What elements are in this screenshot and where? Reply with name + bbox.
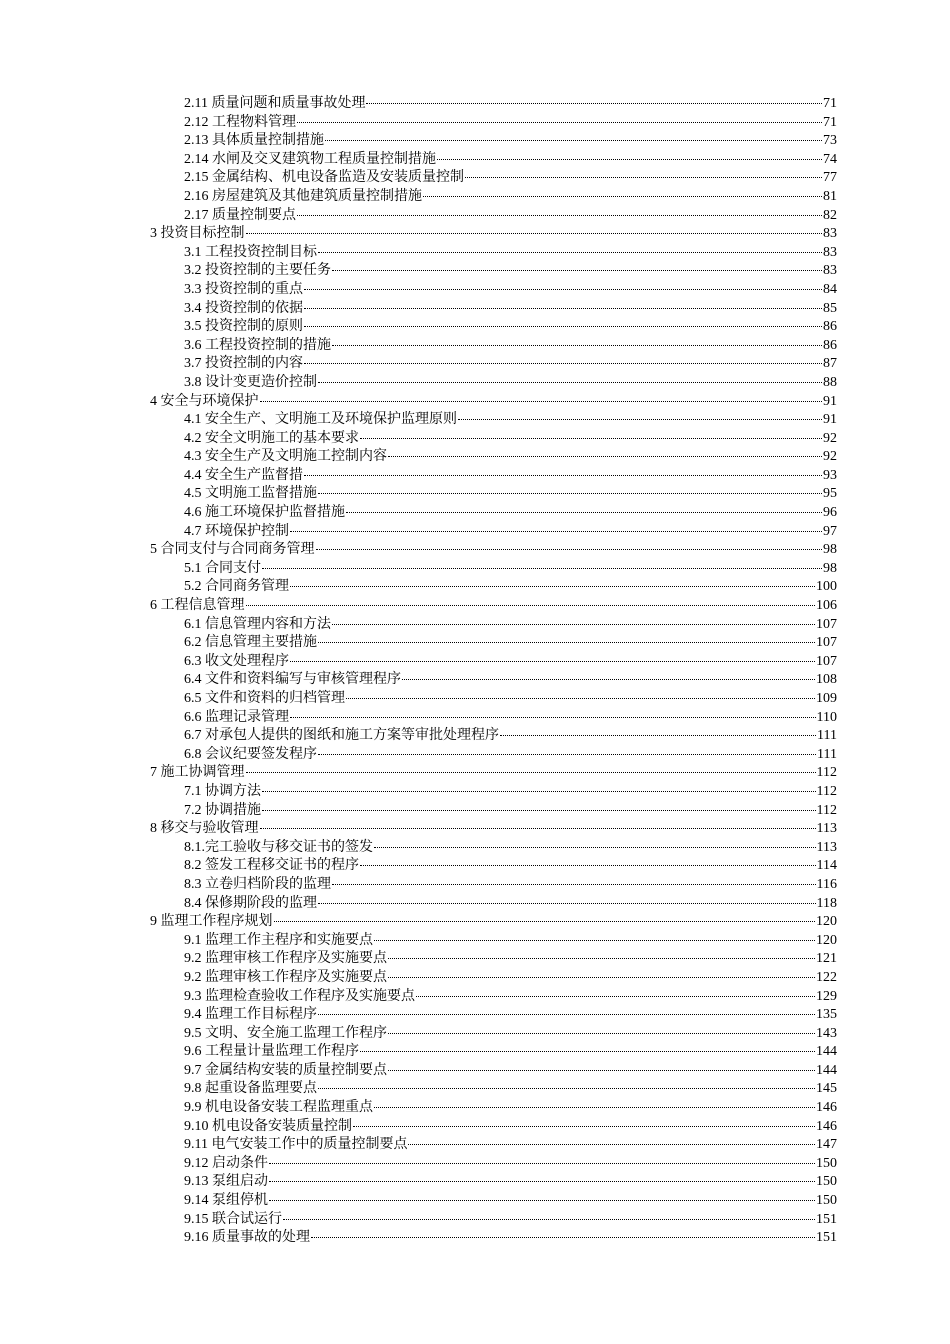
toc-entry-page-number: 98 xyxy=(823,560,837,576)
toc-entry-title: 6.6 监理记录管理 xyxy=(184,709,289,725)
toc-entry[interactable] xyxy=(150,1043,837,1062)
toc-entry[interactable] xyxy=(150,523,837,542)
dot-leader xyxy=(408,1144,815,1145)
toc-entry-title: 3.5 投资控制的原则 xyxy=(184,319,303,335)
dot-leader xyxy=(246,772,816,773)
toc-entry[interactable] xyxy=(150,671,837,690)
toc-entry-title: 4 安全与环境保护 xyxy=(150,393,259,409)
toc-entry-title: 9.1 监理工作主程序和实施要点 xyxy=(184,932,373,948)
toc-entry-title: 5.1 合同支付 xyxy=(184,560,261,576)
toc-entry-title: 4.2 安全文明施工的基本要求 xyxy=(184,430,359,446)
toc-entry-title: 4.5 文明施工监督措施 xyxy=(184,486,317,502)
toc-entry[interactable] xyxy=(150,1155,837,1174)
toc-entry-page-number: 129 xyxy=(816,988,837,1004)
dot-leader xyxy=(304,326,822,327)
toc-entry-page-number: 100 xyxy=(816,579,837,595)
toc-entry[interactable] xyxy=(150,709,837,728)
dot-leader xyxy=(262,810,816,811)
dot-leader xyxy=(388,977,815,978)
toc-entry-title: 8.2 签发工程移交证书的程序 xyxy=(184,858,359,874)
toc-entry-title: 3.7 投资控制的内容 xyxy=(184,356,303,372)
dot-leader xyxy=(318,754,816,755)
toc-entry[interactable] xyxy=(150,262,837,281)
toc-entry[interactable] xyxy=(150,169,837,188)
toc-entry-title: 4.6 施工环境保护监督措施 xyxy=(184,505,345,521)
toc-entry-page-number: 92 xyxy=(823,449,837,465)
toc-entry[interactable] xyxy=(150,727,837,746)
toc-entry-page-number: 150 xyxy=(816,1155,837,1171)
toc-entry[interactable] xyxy=(150,839,837,858)
dot-leader xyxy=(332,624,815,625)
dot-leader xyxy=(290,661,815,662)
toc-entry-page-number: 93 xyxy=(823,467,837,483)
toc-entry[interactable] xyxy=(150,746,837,765)
dot-leader xyxy=(290,586,815,587)
dot-leader xyxy=(297,122,822,123)
toc-entry[interactable] xyxy=(150,764,837,783)
toc-entry[interactable] xyxy=(150,281,837,300)
toc-entry-title: 6 工程信息管理 xyxy=(150,598,245,614)
toc-entry-title: 6.4 文件和资料编写与审核管理程序 xyxy=(184,672,401,688)
toc-entry-page-number: 121 xyxy=(816,951,837,967)
toc-entry[interactable] xyxy=(150,114,837,133)
toc-entry-title: 9.11 电气安装工作中的质量控制要点 xyxy=(184,1137,408,1153)
dot-leader xyxy=(388,1070,815,1071)
toc-entry-page-number: 122 xyxy=(816,969,837,985)
dot-leader xyxy=(437,159,822,160)
dot-leader xyxy=(346,698,815,699)
toc-entry-page-number: 151 xyxy=(816,1230,837,1246)
dot-leader xyxy=(332,270,822,271)
toc-entry-page-number: 116 xyxy=(816,876,837,892)
toc-entry-title: 9.12 启动条件 xyxy=(184,1155,268,1171)
toc-entry-title: 3.2 投资控制的主要任务 xyxy=(184,263,331,279)
toc-entry-title: 7 施工协调管理 xyxy=(150,765,245,781)
toc-entry[interactable] xyxy=(150,355,837,374)
toc-entry-page-number: 146 xyxy=(816,1118,837,1134)
toc-entry-page-number: 144 xyxy=(816,1044,837,1060)
toc-entry[interactable] xyxy=(150,895,837,914)
toc-entry-page-number: 88 xyxy=(823,374,837,390)
dot-leader xyxy=(318,1014,815,1015)
toc-entry-page-number: 71 xyxy=(823,96,837,111)
toc-entry-page-number: 73 xyxy=(823,133,837,149)
toc-entry[interactable] xyxy=(150,802,837,821)
toc-entry-page-number: 97 xyxy=(823,523,837,539)
toc-entry-page-number: 120 xyxy=(816,914,837,930)
toc-entry[interactable] xyxy=(150,783,837,802)
toc-entry-page-number: 112 xyxy=(816,765,837,781)
toc-entry-title: 2.12 工程物料管理 xyxy=(184,114,296,130)
toc-entry-title: 2.11 质量问题和质量事故处理 xyxy=(184,96,366,111)
toc-entry[interactable] xyxy=(150,1173,837,1192)
toc-entry-title: 9.14 泵组停机 xyxy=(184,1193,268,1209)
toc-entry-page-number: 98 xyxy=(823,542,837,558)
toc-entry-title: 9.2 监理审核工作程序及实施要点 xyxy=(184,969,387,985)
dot-leader xyxy=(246,605,816,606)
dot-leader xyxy=(388,1033,815,1034)
toc-entry[interactable] xyxy=(150,1136,837,1155)
toc-entry[interactable] xyxy=(150,225,837,244)
toc-entry-title: 9.9 机电设备安装工程监理重点 xyxy=(184,1100,373,1116)
toc-entry-page-number: 112 xyxy=(816,802,837,818)
toc-entry-page-number: 84 xyxy=(823,281,837,297)
dot-leader xyxy=(360,1051,815,1052)
dot-leader xyxy=(304,289,822,290)
toc-entry[interactable] xyxy=(150,857,837,876)
toc-entry[interactable] xyxy=(150,188,837,207)
toc-entry-page-number: 82 xyxy=(823,207,837,223)
toc-entry[interactable] xyxy=(150,151,837,170)
toc-entry[interactable] xyxy=(150,374,837,393)
toc-entry-title: 6.5 文件和资料的归档管理 xyxy=(184,691,345,706)
toc-entry[interactable] xyxy=(150,244,837,263)
dot-leader xyxy=(388,958,815,959)
toc-entry-page-number: 74 xyxy=(823,151,837,167)
toc-entry[interactable] xyxy=(150,95,837,114)
toc-entry-page-number: 146 xyxy=(816,1100,837,1116)
dot-leader xyxy=(374,847,816,848)
toc-entry[interactable] xyxy=(150,988,837,1007)
toc-entry-page-number: 71 xyxy=(823,114,837,130)
dot-leader xyxy=(374,1107,815,1108)
toc-entry-page-number: 111 xyxy=(817,728,837,744)
toc-entry[interactable] xyxy=(150,969,837,988)
toc-entry-title: 9.15 联合试运行 xyxy=(184,1211,282,1227)
toc-entry-title: 6.1 信息管理内容和方法 xyxy=(184,616,331,632)
dot-leader xyxy=(260,401,823,402)
toc-entry-page-number: 85 xyxy=(823,300,837,316)
toc-entry[interactable] xyxy=(150,1118,837,1137)
dot-leader xyxy=(458,419,822,420)
toc-entry-page-number: 145 xyxy=(816,1081,837,1097)
dot-leader xyxy=(374,940,815,941)
dot-leader xyxy=(311,1237,815,1238)
toc-entry[interactable] xyxy=(150,504,837,523)
dot-leader xyxy=(318,903,816,904)
toc-entry[interactable] xyxy=(150,634,837,653)
toc-entry-page-number: 150 xyxy=(816,1193,837,1209)
toc-entry[interactable] xyxy=(150,467,837,486)
toc-entry[interactable] xyxy=(150,876,837,895)
toc-entry-title: 9.7 金属结构安装的质量控制要点 xyxy=(184,1062,387,1078)
dot-leader xyxy=(262,568,822,569)
toc-entry[interactable] xyxy=(150,1229,837,1248)
toc-entry[interactable] xyxy=(150,448,837,467)
dot-leader xyxy=(318,642,815,643)
dot-leader xyxy=(318,382,822,383)
toc-entry[interactable] xyxy=(150,1062,837,1081)
dot-leader xyxy=(297,215,822,216)
toc-entry-title: 6.7 对承包人提供的图纸和施工方案等审批处理程序 xyxy=(184,728,499,744)
dot-leader xyxy=(388,456,822,457)
toc-entry[interactable] xyxy=(150,820,837,839)
toc-entry-page-number: 111 xyxy=(817,746,837,762)
toc-entry-title: 9.2 监理审核工作程序及实施要点 xyxy=(184,951,387,967)
toc-entry[interactable] xyxy=(150,430,837,449)
toc-entry-page-number: 150 xyxy=(816,1174,837,1190)
toc-entry-page-number: 83 xyxy=(823,263,837,279)
dot-leader xyxy=(304,308,822,309)
toc-entry-page-number: 114 xyxy=(816,858,837,874)
toc-entry[interactable] xyxy=(150,950,837,969)
toc-entry-page-number: 110 xyxy=(816,709,837,725)
toc-entry-title: 9.6 工程量计量监理工作程序 xyxy=(184,1044,359,1060)
toc-entry-page-number: 81 xyxy=(823,188,837,204)
toc-entry[interactable] xyxy=(150,597,837,616)
toc-entry-title: 4.7 环境保护控制 xyxy=(184,523,289,539)
toc-entry-page-number: 144 xyxy=(816,1062,837,1078)
dot-leader xyxy=(290,717,816,718)
toc-entry-title: 4.1 安全生产、文明施工及环境保护监理原则 xyxy=(184,412,457,428)
toc-entry[interactable] xyxy=(150,932,837,951)
table-of-contents xyxy=(150,95,837,1248)
toc-entry[interactable] xyxy=(150,300,837,319)
toc-entry-page-number: 112 xyxy=(816,783,837,799)
toc-entry-page-number: 143 xyxy=(816,1025,837,1041)
toc-entry-title: 9.8 起重设备监理要点 xyxy=(184,1081,317,1097)
dot-leader xyxy=(304,363,822,364)
toc-entry[interactable] xyxy=(150,207,837,226)
toc-entry[interactable] xyxy=(150,560,837,579)
dot-leader xyxy=(316,549,823,550)
toc-entry-title: 9 监理工作程序规划 xyxy=(150,914,273,930)
toc-entry-page-number: 91 xyxy=(823,412,837,428)
dot-leader xyxy=(318,1088,815,1089)
toc-entry-page-number: 107 xyxy=(816,635,837,651)
toc-entry-page-number: 108 xyxy=(816,672,837,688)
dot-leader xyxy=(402,679,815,680)
dot-leader xyxy=(360,865,816,866)
toc-entry-page-number: 86 xyxy=(823,319,837,335)
toc-entry-page-number: 107 xyxy=(816,653,837,669)
toc-entry[interactable] xyxy=(150,690,837,709)
toc-entry-page-number: 83 xyxy=(823,226,837,242)
toc-entry-page-number: 120 xyxy=(816,932,837,948)
dot-leader xyxy=(304,475,822,476)
dot-leader xyxy=(269,1181,815,1182)
toc-entry-page-number: 118 xyxy=(816,895,837,911)
toc-entry-page-number: 109 xyxy=(816,691,837,706)
dot-leader xyxy=(353,1126,815,1127)
dot-leader xyxy=(269,1163,815,1164)
toc-entry[interactable] xyxy=(150,411,837,430)
dot-leader xyxy=(262,791,816,792)
toc-entry[interactable] xyxy=(150,318,837,337)
toc-entry[interactable] xyxy=(150,393,837,412)
toc-entry-title: 3.1 工程投资控制目标 xyxy=(184,244,317,260)
toc-entry-title: 3.3 投资控制的重点 xyxy=(184,281,303,297)
toc-entry-page-number: 135 xyxy=(816,1007,837,1023)
toc-entry-title: 9.10 机电设备安装质量控制 xyxy=(184,1118,352,1134)
dot-leader xyxy=(290,531,822,532)
toc-entry-title: 3 投资目标控制 xyxy=(150,226,245,242)
toc-entry-page-number: 83 xyxy=(823,244,837,260)
dot-leader xyxy=(274,921,816,922)
toc-entry-title: 9.4 监理工作目标程序 xyxy=(184,1007,317,1023)
dot-leader xyxy=(260,828,816,829)
toc-entry-title: 9.16 质量事故的处理 xyxy=(184,1230,310,1246)
dot-leader xyxy=(416,996,815,997)
toc-entry[interactable] xyxy=(150,1025,837,1044)
toc-entry-title: 2.13 具体质量控制措施 xyxy=(184,133,324,149)
dot-leader xyxy=(465,177,822,178)
dot-leader xyxy=(325,140,822,141)
toc-entry[interactable] xyxy=(150,1080,837,1099)
toc-entry-title: 2.15 金属结构、机电设备监造及安装质量控制 xyxy=(184,170,464,186)
toc-entry-title: 6.3 收文处理程序 xyxy=(184,653,289,669)
dot-leader xyxy=(246,233,823,234)
dot-leader xyxy=(500,735,816,736)
toc-entry-title: 4.3 安全生产及文明施工控制内容 xyxy=(184,449,387,465)
toc-entry-title: 7.1 协调方法 xyxy=(184,783,261,799)
toc-entry-title: 9.5 文明、安全施工监理工作程序 xyxy=(184,1025,387,1041)
dot-leader xyxy=(332,345,822,346)
toc-entry-title: 5.2 合同商务管理 xyxy=(184,579,289,595)
toc-entry-page-number: 113 xyxy=(816,821,837,837)
dot-leader xyxy=(318,493,822,494)
toc-entry-title: 5 合同支付与合同商务管理 xyxy=(150,542,315,558)
dot-leader xyxy=(346,512,822,513)
toc-entry-page-number: 107 xyxy=(816,616,837,632)
toc-entry-title: 2.16 房屋建筑及其他建筑质量控制措施 xyxy=(184,188,422,204)
toc-entry-page-number: 151 xyxy=(816,1211,837,1227)
toc-entry-page-number: 147 xyxy=(816,1137,837,1153)
dot-leader xyxy=(318,252,822,253)
toc-entry[interactable] xyxy=(150,541,837,560)
dot-leader xyxy=(283,1219,815,1220)
dot-leader xyxy=(423,196,822,197)
toc-entry[interactable] xyxy=(150,1211,837,1230)
dot-leader xyxy=(366,103,822,104)
toc-entry[interactable] xyxy=(150,653,837,672)
dot-leader xyxy=(269,1200,815,1201)
toc-entry-title: 3.4 投资控制的依据 xyxy=(184,300,303,316)
toc-entry-page-number: 91 xyxy=(823,393,837,409)
toc-entry-page-number: 95 xyxy=(823,486,837,502)
toc-entry-title: 9.13 泵组启动 xyxy=(184,1174,268,1190)
toc-entry[interactable] xyxy=(150,913,837,932)
toc-entry[interactable] xyxy=(150,1192,837,1211)
toc-entry-title: 2.17 质量控制要点 xyxy=(184,207,296,223)
toc-entry-page-number: 77 xyxy=(823,170,837,186)
toc-entry[interactable] xyxy=(150,132,837,151)
toc-entry-page-number: 92 xyxy=(823,430,837,446)
toc-entry-title: 3.6 工程投资控制的措施 xyxy=(184,337,331,353)
toc-entry-title: 8.4 保修期阶段的监理 xyxy=(184,895,317,911)
toc-entry-title: 8 移交与验收管理 xyxy=(150,821,259,837)
toc-entry-page-number: 87 xyxy=(823,356,837,372)
toc-entry[interactable] xyxy=(150,337,837,356)
toc-entry-title: 2.14 水闸及交叉建筑物工程质量控制措施 xyxy=(184,151,436,167)
toc-entry[interactable] xyxy=(150,1006,837,1025)
toc-entry-page-number: 113 xyxy=(816,839,837,855)
toc-entry[interactable] xyxy=(150,1099,837,1118)
toc-entry-page-number: 96 xyxy=(823,505,837,521)
toc-entry-title: 6.8 会议纪要签发程序 xyxy=(184,746,317,762)
toc-entry-title: 8.1.完工验收与移交证书的签发 xyxy=(184,839,373,855)
toc-entry[interactable] xyxy=(150,616,837,635)
toc-entry[interactable] xyxy=(150,578,837,597)
toc-entry-title: 3.8 设计变更造价控制 xyxy=(184,374,317,390)
toc-entry-title: 8.3 立卷归档阶段的监理 xyxy=(184,876,331,892)
toc-entry[interactable] xyxy=(150,485,837,504)
toc-entry-title: 6.2 信息管理主要措施 xyxy=(184,635,317,651)
toc-entry-title: 9.3 监理检查验收工作程序及实施要点 xyxy=(184,988,415,1004)
dot-leader xyxy=(332,884,816,885)
toc-entry-page-number: 106 xyxy=(816,598,837,614)
toc-entry-title: 7.2 协调措施 xyxy=(184,802,261,818)
toc-entry-title: 4.4 安全生产监督措 xyxy=(184,467,303,483)
toc-entry-page-number: 86 xyxy=(823,337,837,353)
dot-leader xyxy=(360,438,822,439)
